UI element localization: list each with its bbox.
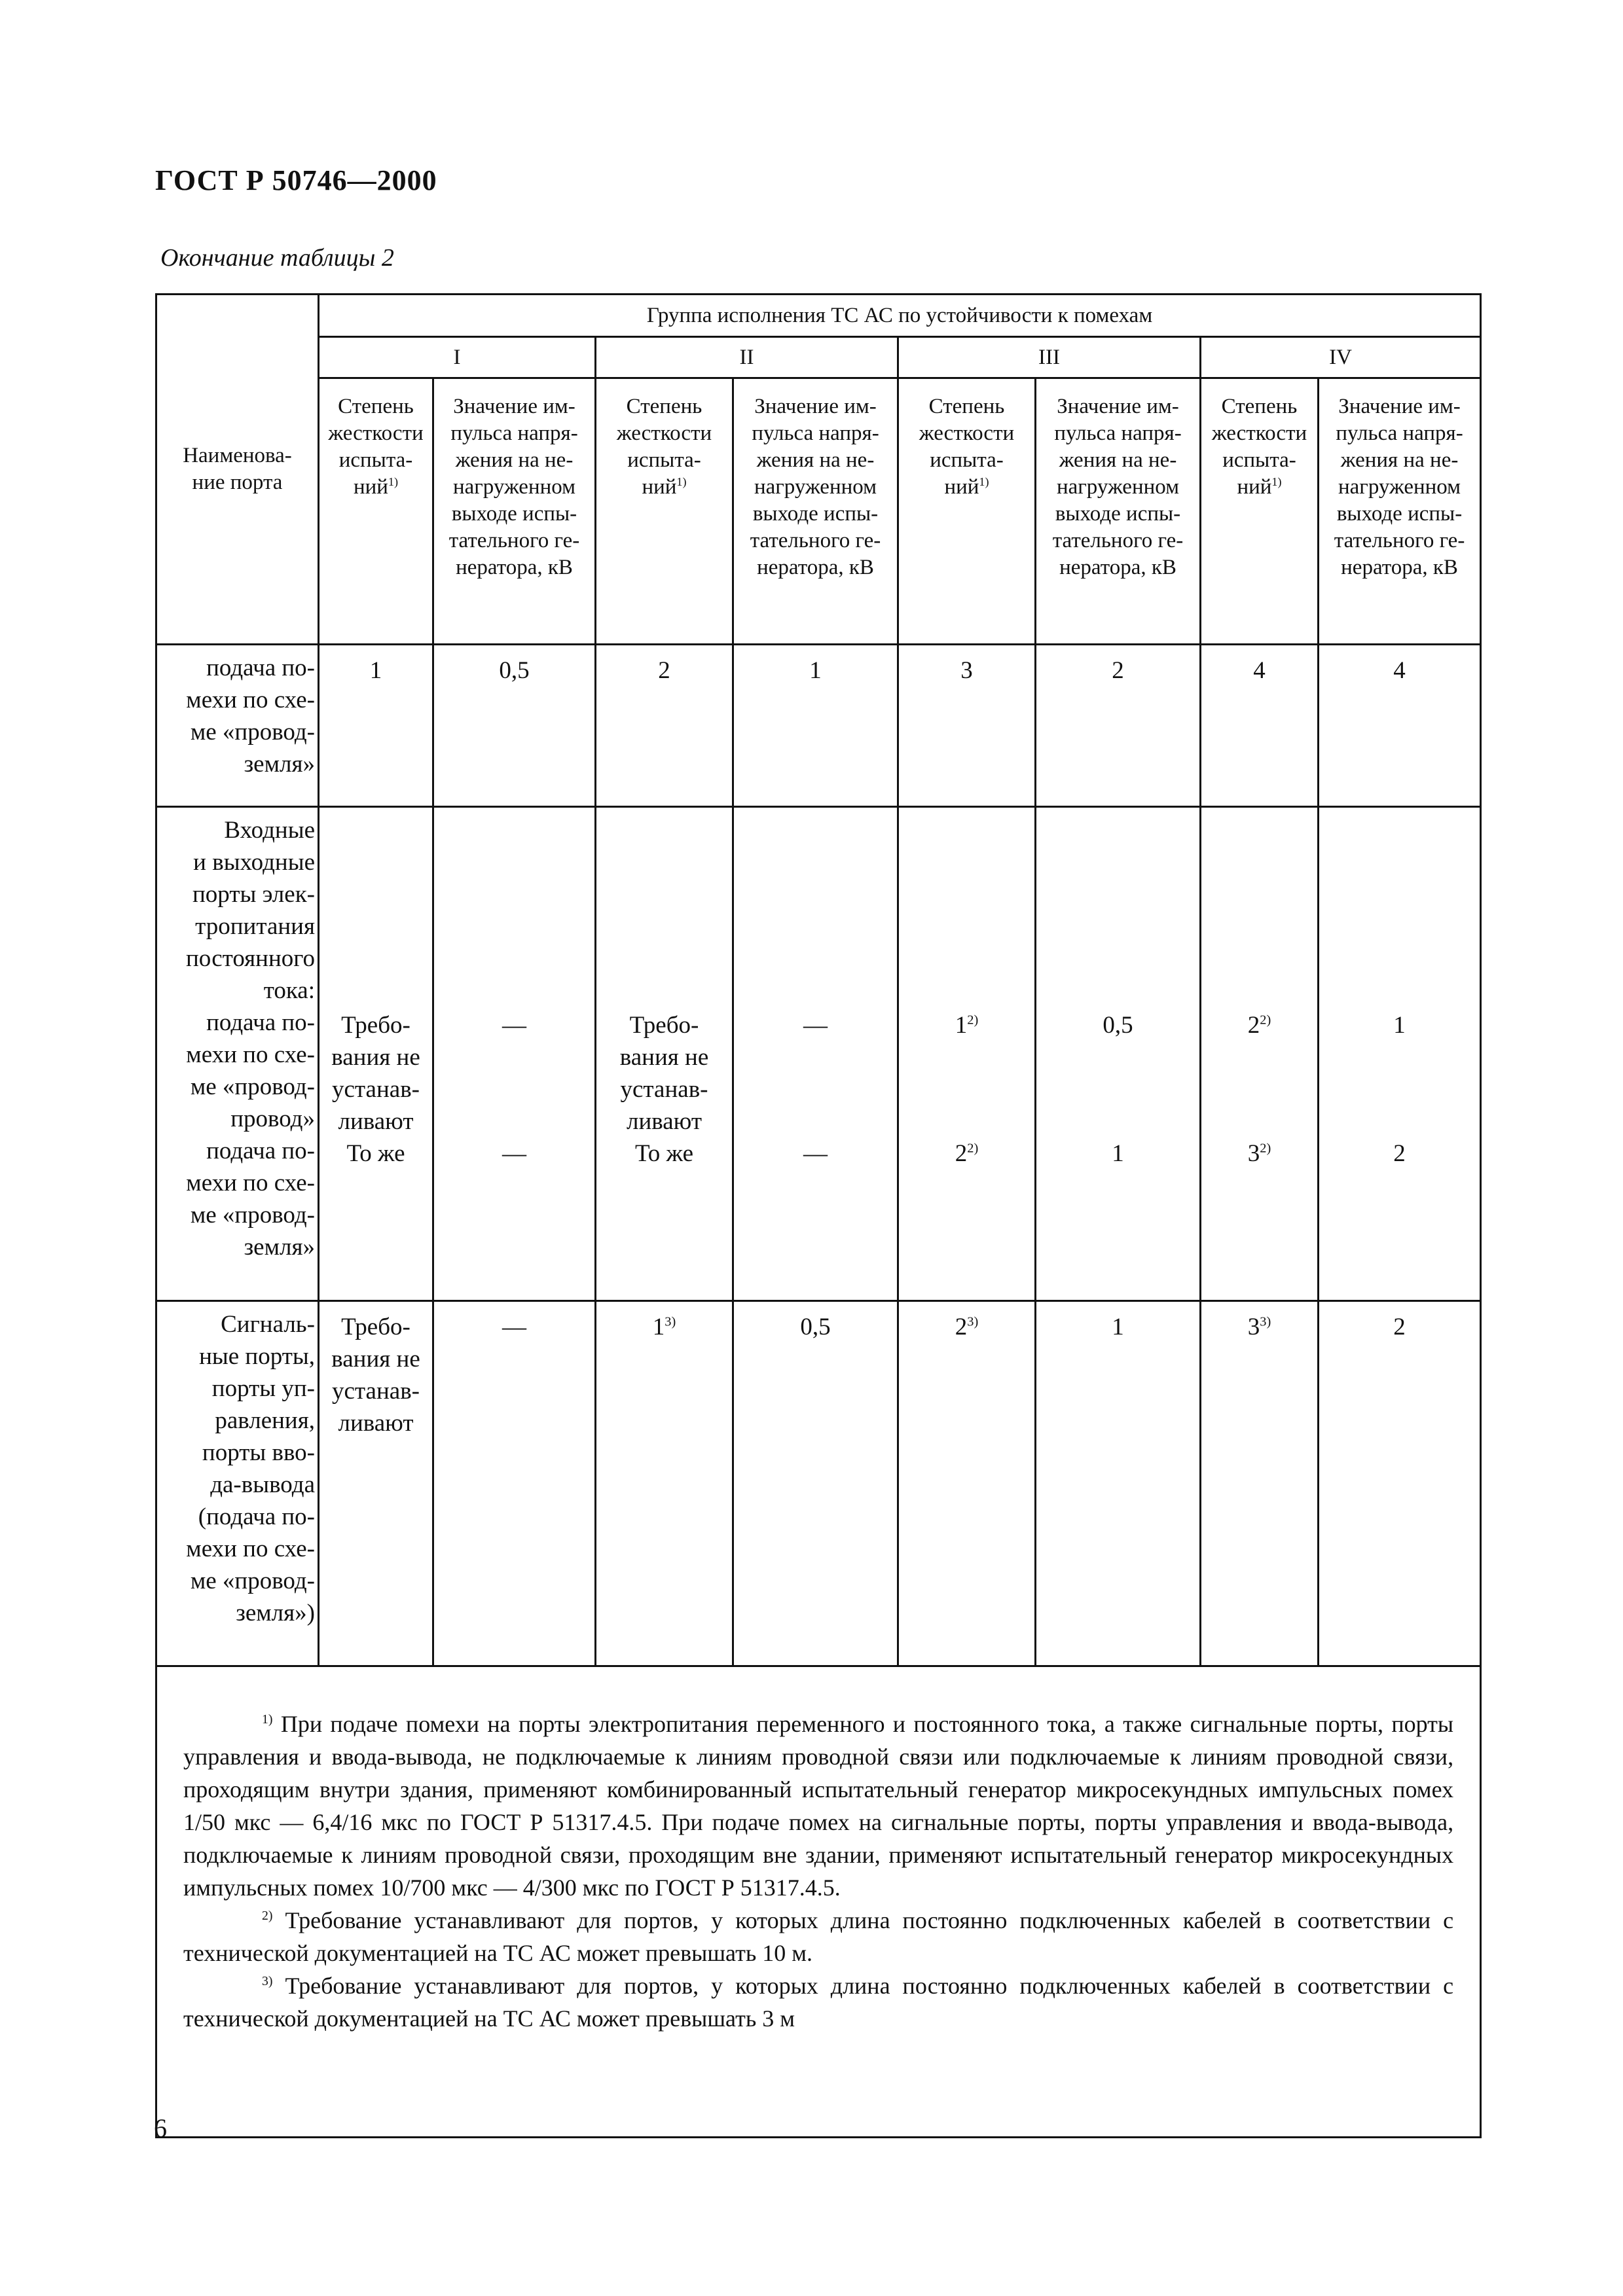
port-name-line: ме «провод-: [190, 1202, 315, 1229]
degree-header: [898, 378, 1036, 645]
port-name-line: тока:: [263, 977, 315, 1004]
value-line: ливают: [338, 1410, 414, 1437]
value-header-line: жения на не-: [1340, 448, 1459, 472]
footnote-mark: 2): [967, 1013, 979, 1028]
group-i-header: I: [319, 337, 596, 378]
port-name-line: Входные: [224, 817, 315, 844]
footnote-mark: 2): [1260, 1141, 1271, 1156]
port-name-line: постоянного: [186, 945, 315, 972]
value-cell: 1: [1036, 1301, 1201, 1666]
value-cell: 3: [898, 645, 1036, 807]
document-header: ГОСТ Р 50746—2000: [155, 164, 437, 196]
value-line: 1: [1393, 1012, 1406, 1039]
value-header-line: нагруженном: [1338, 475, 1461, 499]
value-header-line: жения на не-: [455, 448, 574, 472]
degree-header: [319, 378, 433, 645]
footnote-mark: 1): [262, 1712, 273, 1727]
value-line: 3: [1247, 1140, 1260, 1167]
table-caption: Окончание таблицы 2: [160, 244, 394, 272]
port-name-cell: [156, 1301, 319, 1666]
port-name-line: мехи по схе-: [186, 687, 315, 713]
value-line: устанав-: [332, 1076, 420, 1103]
port-name-line: земля»): [236, 1600, 315, 1626]
value-cell: [733, 807, 898, 1301]
degree-header-line: испыта-: [627, 448, 701, 472]
value-cell: [1201, 1301, 1319, 1666]
port-name-line: провод»: [230, 1105, 315, 1132]
degree-header-line: испыта-: [930, 448, 1004, 472]
value-header-line: выходе испы-: [752, 502, 879, 526]
value-cell: 0,5: [733, 1301, 898, 1666]
degree-header: [596, 378, 733, 645]
value-line: устанав-: [332, 1378, 420, 1405]
group-iii-header: III: [898, 337, 1201, 378]
value-header-line: тательного ге-: [750, 529, 881, 552]
value-header-line: нератора, кВ: [1059, 556, 1176, 579]
value-header: [433, 378, 596, 645]
value-cell: [898, 1301, 1036, 1666]
footnote-mark: 1): [676, 475, 687, 488]
value-line: устанав-: [620, 1076, 708, 1103]
value-line: —: [502, 1140, 526, 1167]
degree-header-line: испыта-: [1222, 448, 1296, 472]
value-cell: [1319, 807, 1481, 1301]
footnote-mark: 1): [1271, 475, 1282, 488]
value-line: вания не: [619, 1044, 709, 1071]
value-line: 1: [1112, 1140, 1124, 1167]
port-name-line: земля»: [244, 1234, 315, 1261]
table-row: [156, 645, 1481, 807]
degree-header-line: ний: [944, 475, 979, 499]
footnote-mark: 2): [967, 1141, 979, 1156]
port-name-line: ме «провод-: [190, 1568, 315, 1594]
port-name-line: порты элек-: [192, 881, 315, 908]
value-header-line: выходе испы-: [1336, 502, 1463, 526]
table-row: [156, 1301, 1481, 1666]
footnote-3: [183, 1969, 1453, 2035]
value-cell: 1: [319, 645, 433, 807]
value-header: [733, 378, 898, 645]
value-header-line: нагруженном: [754, 475, 877, 499]
value-header-line: нератора, кВ: [456, 556, 573, 579]
value-cell: [898, 807, 1036, 1301]
value-header-line: Значение им-: [1338, 395, 1461, 418]
value-header-line: жения на не-: [1059, 448, 1177, 472]
value-header-line: нагруженном: [1056, 475, 1180, 499]
value-header-line: выходе испы-: [451, 502, 577, 526]
port-name-line: ные порты,: [199, 1343, 315, 1370]
port-name-line: ме «провод-: [190, 719, 315, 745]
footnote-1: [183, 1708, 1453, 1904]
port-name-cell: [156, 807, 319, 1301]
value-header: [1036, 378, 1201, 645]
value-line: То же: [346, 1140, 405, 1167]
value-header-line: тательного ге-: [1334, 529, 1465, 552]
value-header-line: пульса напря-: [752, 422, 879, 445]
value-line: вания не: [331, 1044, 420, 1071]
value-header-line: нагруженном: [452, 475, 576, 499]
value-header-line: нератора, кВ: [1341, 556, 1458, 579]
value-header-line: пульса напря-: [1336, 422, 1463, 445]
port-name-line: ме «провод-: [190, 1073, 315, 1100]
port-name-line: и выходные: [193, 849, 315, 876]
value-line: Требо-: [341, 1314, 410, 1340]
group-iv-header: IV: [1201, 337, 1481, 378]
port-name-line: мехи по схе-: [186, 1535, 315, 1562]
degree-header-line: Степень: [1221, 395, 1298, 418]
port-name-line: подача по-: [206, 1138, 315, 1164]
footnote-mark: 1): [388, 475, 399, 488]
port-name-header-line: Наименова-: [183, 444, 292, 467]
footnote-mark: 1): [979, 475, 989, 488]
value-cell: [319, 807, 433, 1301]
port-name-cell: [156, 645, 319, 807]
degree-header-line: ний: [642, 475, 677, 499]
value-line: ливают: [338, 1108, 414, 1135]
value-line: Требо-: [341, 1012, 410, 1039]
value-cell: 2: [1036, 645, 1201, 807]
value-cell: 0,5: [433, 645, 596, 807]
value-header-line: пульса напря-: [1054, 422, 1182, 445]
degree-header-line: жесткости: [919, 422, 1015, 445]
footnote-mark: 3): [967, 1314, 979, 1329]
value-header-line: жения на не-: [756, 448, 875, 472]
port-name-line: порты вво-: [202, 1439, 315, 1466]
port-name-header-line: ние порта: [192, 471, 283, 494]
footnote-2: [183, 1904, 1453, 1969]
value-cell: [596, 1301, 733, 1666]
degree-header: [1201, 378, 1319, 645]
value-header-line: нератора, кВ: [757, 556, 874, 579]
value-line: То же: [634, 1140, 694, 1167]
footnote-mark: 3): [1260, 1314, 1271, 1329]
port-name-line: порты уп-: [211, 1375, 315, 1402]
group-header: Группа исполнения ТС АС по устойчивости к помехам: [319, 295, 1481, 337]
footnote-text: При подаче помехи на порты электропитания переменного и постоянного тока, а также сигнальные порты, порты управления и ввода-вывода, не подключаемые к линиям проводной связи или подключаемые к линиям проводной связи, проходящим внутри здания, применяют комбинированный испытательный генератор микросекундных импульсных помех 1/50 мкс — 6,4/16 мкс по ГОСТ Р 51317.4.5. При подаче помех на сигнальные порты, порты управления и ввода-вывода, подключаемые к линиям проводной связи, проходящим вне здании, применяют испытательный генератор микросекундных импульсных помех 10/700 мкс — 4/300 мкс по ГОСТ Р 51317.4.5.: [183, 1711, 1454, 1901]
interference-table: [155, 293, 1482, 2138]
value-line: вания не: [331, 1346, 420, 1372]
value-cell: 4: [1201, 645, 1319, 807]
port-name-line: равления,: [215, 1407, 315, 1434]
value-line: —: [803, 1012, 828, 1039]
footnote-mark: 2): [262, 1909, 273, 1923]
value-cell: —: [433, 1301, 596, 1666]
value-cell: 2: [1319, 1301, 1481, 1666]
page-number: 6: [154, 2113, 167, 2143]
port-name-header: [156, 295, 319, 645]
table-row: [156, 807, 1481, 1301]
degree-header-line: жесткости: [616, 422, 712, 445]
value-header-line: Значение им-: [1057, 395, 1179, 418]
value-header-line: выходе испы-: [1055, 502, 1181, 526]
value-cell: 1: [733, 645, 898, 807]
value-line: 2: [955, 1314, 968, 1340]
footnotes: [156, 1666, 1481, 2138]
degree-header-line: Степень: [338, 395, 414, 418]
degree-header-line: ний: [1237, 475, 1272, 499]
value-line: 2: [1393, 1140, 1406, 1167]
value-cell: [319, 1301, 433, 1666]
footnote-mark: 3): [262, 1974, 273, 1988]
value-line: ливают: [627, 1108, 702, 1135]
footnote-text: Требование устанавливают для портов, у которых длина постоянно подключенных кабелей в соответствии с технической документацией на ТС АС может превышать 10 м.: [183, 1907, 1454, 1966]
value-header-line: Значение им-: [453, 395, 575, 418]
value-header-line: тательного ге-: [448, 529, 580, 552]
value-line: Требо-: [629, 1012, 699, 1039]
value-cell: [433, 807, 596, 1301]
degree-header-line: Степень: [626, 395, 702, 418]
degree-header-line: испыта-: [338, 448, 413, 472]
degree-header-line: ний: [353, 475, 388, 499]
port-name-line: мехи по схе-: [186, 1041, 315, 1068]
group-ii-header: II: [596, 337, 898, 378]
port-name-line: Сигналь-: [221, 1311, 315, 1338]
port-name-line: (подача по-: [198, 1503, 315, 1530]
value-header-line: пульса напря-: [450, 422, 578, 445]
value-header: [1319, 378, 1481, 645]
value-header-line: Значение им-: [754, 395, 877, 418]
footnote-mark: 3): [665, 1314, 676, 1329]
footnotes-row: [156, 1666, 1481, 2138]
value-header-line: тательного ге-: [1052, 529, 1184, 552]
footnote-text: Требование устанавливают для портов, у которых длина постоянно подключенных кабелей в соответствии с технической документацией на ТС АС может превышать 3 м: [183, 1973, 1454, 2032]
value-cell: 4: [1319, 645, 1481, 807]
port-name-line: тропитания: [195, 913, 315, 940]
value-cell: 2: [596, 645, 733, 807]
value-line: 1: [652, 1314, 665, 1340]
value-cell: [596, 807, 733, 1301]
degree-header-line: жесткости: [1211, 422, 1307, 445]
port-name-line: мехи по схе-: [186, 1170, 315, 1196]
value-line: —: [502, 1012, 526, 1039]
value-cell: [1201, 807, 1319, 1301]
footnote-mark: 2): [1260, 1013, 1271, 1028]
value-line: 1: [955, 1012, 968, 1039]
port-name-line: подача по-: [206, 655, 315, 681]
degree-header-line: Степень: [928, 395, 1005, 418]
value-line: 0,5: [1103, 1012, 1133, 1039]
value-line: 3: [1247, 1314, 1260, 1340]
port-name-line: земля»: [244, 751, 315, 778]
value-line: 2: [1247, 1012, 1260, 1039]
port-name-line: да-вывода: [210, 1471, 315, 1498]
degree-header-line: жесткости: [328, 422, 424, 445]
port-name-line: подача по-: [206, 1009, 315, 1036]
value-cell: [1036, 807, 1201, 1301]
value-line: 2: [955, 1140, 968, 1167]
value-line: —: [803, 1140, 828, 1167]
